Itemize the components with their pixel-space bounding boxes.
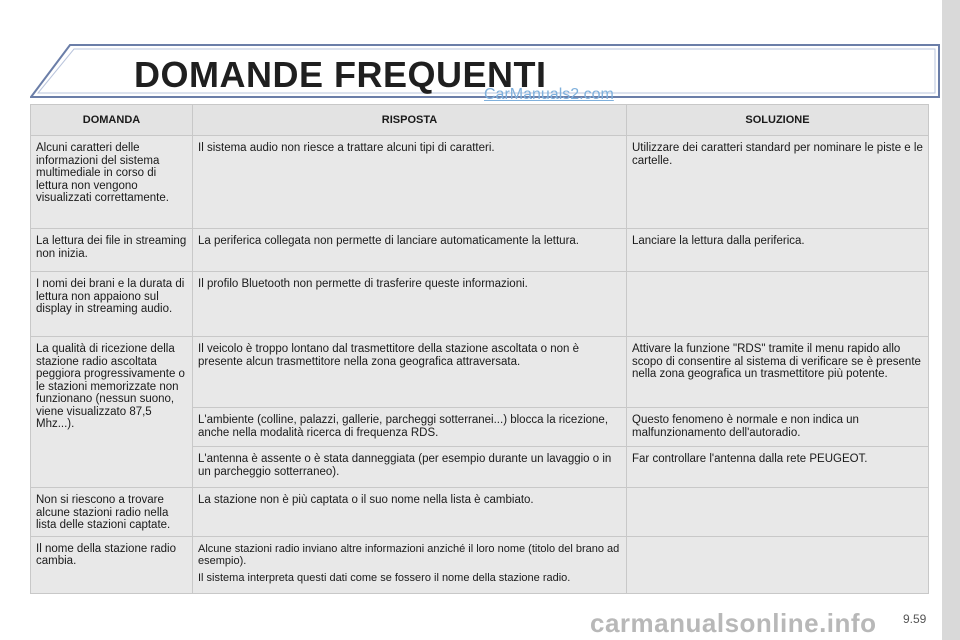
answer-cell: L'ambiente (colline, palazzi, gallerie, parcheggi sotterranei...) blocca la ricezione, anche nella modalità ricerca di frequenza RDS. xyxy=(193,408,627,447)
solution-cell: Questo fenomeno è normale e non indica un malfunzionamento dell'autoradio. xyxy=(627,408,929,447)
solution-cell: Utilizzare dei caratteri standard per nominare le piste e le cartelle. xyxy=(627,136,929,229)
header-risposta: RISPOSTA xyxy=(193,105,627,136)
solution-cell xyxy=(627,488,929,537)
table-row xyxy=(31,272,929,337)
answer-cell: La periferica collegata non permette di lanciare automaticamente la lettura. xyxy=(193,229,627,272)
solution-cell: Lanciare la lettura dalla periferica. xyxy=(627,229,929,272)
solution-cell: Far controllare l'antenna dalla rete PEUGEOT. xyxy=(627,447,929,488)
answer-cell: Il profilo Bluetooth non permette di trasferire queste informazioni. xyxy=(193,272,627,337)
answer-line: Alcune stazioni radio inviano altre informazioni anziché il loro nome (titolo del brano ad esempio). xyxy=(198,542,620,567)
answer-cell: Il veicolo è troppo lontano dal trasmettitore della stazione ascoltata o non è presente alcun trasmettitore nella zona geografica attraversata. xyxy=(193,337,627,408)
header-soluzione: SOLUZIONE xyxy=(627,105,929,136)
question-cell: La qualità di ricezione della stazione radio ascoltata peggiora progressivamente o le stazioni memorizzate non funzionano (nessun suono, viene visualizzato 87,5 Mhz...). xyxy=(31,337,193,488)
watermark-top[interactable]: CarManuals2.com xyxy=(484,86,614,103)
answer-cell xyxy=(193,536,627,593)
table-row xyxy=(31,536,929,593)
question-cell: I nomi dei brani e la durata di lettura non appaiono sul display in streaming audio. xyxy=(31,272,193,337)
question-cell: La lettura dei file in streaming non inizia. xyxy=(31,229,193,272)
table-row xyxy=(31,488,929,537)
question-cell: Non si riescono a trovare alcune stazioni radio nella lista delle stazioni captate. xyxy=(31,488,193,537)
right-side-bar xyxy=(942,0,960,640)
solution-cell xyxy=(627,272,929,337)
solution-cell xyxy=(627,536,929,593)
answer-cell: Il sistema audio non riesce a trattare alcuni tipi di caratteri. xyxy=(193,136,627,229)
faq-table xyxy=(30,104,929,594)
solution-cell: Attivare la funzione "RDS" tramite il menu rapido allo scopo di consentire al sistema di verificare se è presente nella zona geografica un trasmettitore più potente. xyxy=(627,337,929,408)
table-header-row xyxy=(31,105,929,136)
answer-cell: L'antenna è assente o è stata danneggiata (per esempio durante un lavaggio o in un parcheggio sotterraneo). xyxy=(193,447,627,488)
watermark-bottom: carmanualsonline.info xyxy=(590,608,877,638)
page-title: DOMANDE FREQUENTI xyxy=(134,54,547,95)
answer-line: Il sistema interpreta questi dati come se fossero il nome della stazione radio. xyxy=(198,571,571,584)
question-cell: Alcuni caratteri delle informazioni del sistema multimediale in corso di lettura non vengono visualizzati correttamente. xyxy=(31,136,193,229)
header-domanda: DOMANDA xyxy=(31,105,193,136)
table-row xyxy=(31,229,929,272)
page-number: 9.59 xyxy=(903,612,927,626)
question-cell: Il nome della stazione radio cambia. xyxy=(31,536,193,593)
table-row xyxy=(31,337,929,408)
answer-cell: La stazione non è più captata o il suo nome nella lista è cambiato. xyxy=(193,488,627,537)
table-row xyxy=(31,136,929,229)
